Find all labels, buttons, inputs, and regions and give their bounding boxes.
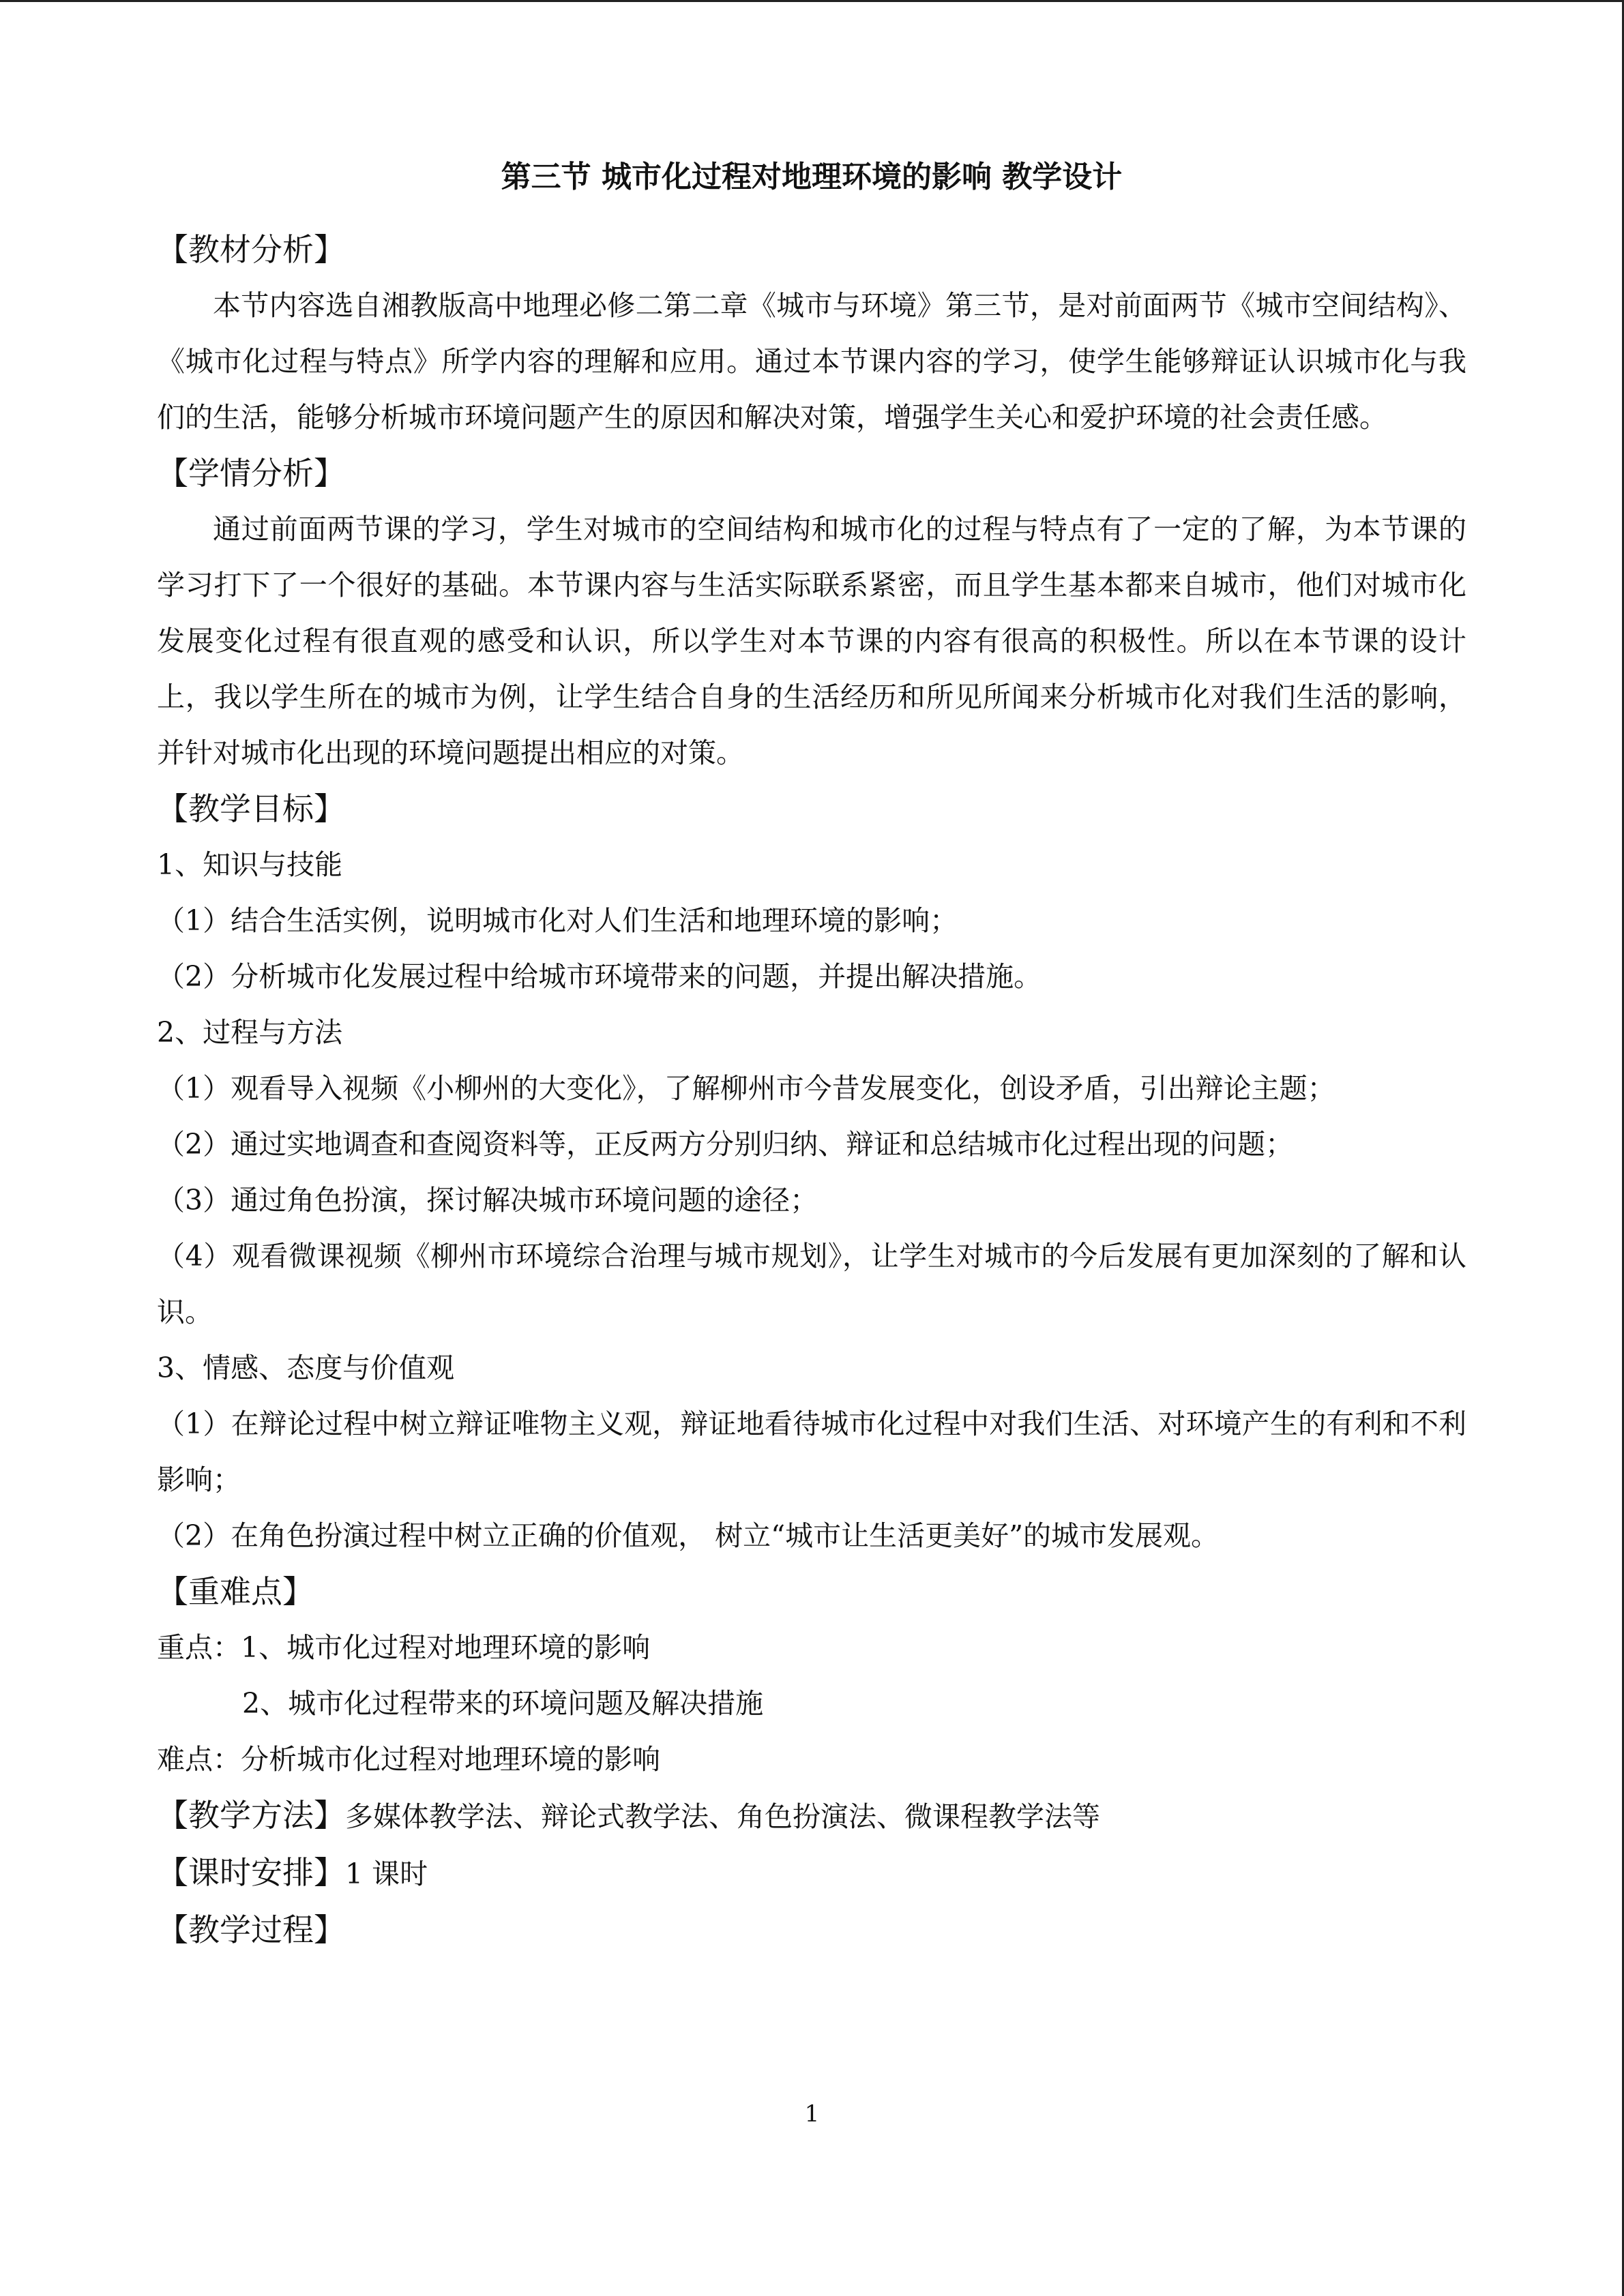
section-teaching-method [157, 1787, 1466, 1845]
section-heading: 【教学目标】 [157, 790, 345, 827]
list-item: （2）在角色扮演过程中树立正确的价值观， 树立“城市让生活更美好”的城市发展观。 [157, 1519, 1220, 1552]
section-heading: 【教学方法】 [157, 1797, 345, 1834]
list-item: （1）在辩论过程中树立辩证唯物主义观，辩证地看待城市化过程中对我们生活、对环境产生的有利和不利影响； [157, 1407, 1466, 1496]
list-item: （2）分析城市化发展过程中给城市环境带来的问题，并提出解决措施。 [157, 960, 1042, 993]
section-key-points [157, 1564, 1466, 1787]
list-item: （3）通过角色扮演，探讨解决城市环境问题的途径； [157, 1184, 818, 1217]
document-body [157, 153, 1466, 1958]
section-student-analysis [157, 445, 1466, 781]
list-item: （4）观看微课视频《柳州市环境综合治理与城市规划》，让学生对城市的今后发展有更加深刻的了解和认识。 [157, 1240, 1466, 1328]
list-item: （1）结合生活实例，说明城市化对人们生活和地理环境的影响； [157, 904, 958, 937]
subsection-title: 3、情感、态度与价值观 [157, 1352, 455, 1384]
section-heading: 【重难点】 [157, 1573, 314, 1610]
list-item: （2）通过实地调查和查阅资料等，正反两方分别归纳、辩证和总结城市化过程出现的问题； [157, 1128, 1294, 1161]
schedule-text: 1 课时 [345, 1858, 428, 1890]
section-heading: 【学情分析】 [157, 455, 345, 492]
page-number: 1 [804, 2100, 820, 2128]
section-teaching-goals [157, 781, 1466, 1564]
key-point: 2、城市化过程带来的环境问题及解决措施 [242, 1687, 764, 1720]
section-heading: 【教材分析】 [157, 231, 345, 268]
teaching-method-text: 多媒体教学法、辩论式教学法、角色扮演法、微课程教学法等 [345, 1800, 1100, 1833]
section-material-analysis [157, 222, 1466, 445]
subsection-title: 1、知识与技能 [157, 848, 343, 881]
difficulty-point: 难点：分析城市化过程对地理环境的影响 [157, 1743, 660, 1776]
page-border-top [0, 0, 1624, 2]
list-item: （1）观看导入视频《小柳州的大变化》，了解柳州市今昔发展变化，创设矛盾，引出辩论主题； [157, 1072, 1335, 1105]
paragraph: 通过前面两节课的学习，学生对城市的空间结构和城市化的过程与特点有了一定的了解，为本节课的学习打下了一个很好的基础。本节课内容与生活实际联系紧密，而且学生基本都来自城市，他们对城市化发展变化过程有很直观的感受和认识，所以学生对本节课的内容有很高的积极性。所以在本节课的设计上，我以学生所在的城市为例，让学生结合自身的生活经历和所见所闻来分析城市化对我们生活的影响，并针对城市化出现的环境问题提出相应的对策。 [157, 513, 1466, 769]
paragraph: 本节内容选自湘教版高中地理必修二第二章《城市与环境》第三节，是对前面两节《城市空间结构》、《城市化过程与特点》所学内容的理解和应用。通过本节课内容的学习，使学生能够辩证认识城市化与我们的生活，能够分析城市环境问题产生的原因和解决对策，增强学生关心和爱护环境的社会责任感。 [157, 289, 1466, 434]
document-title: 第三节 城市化过程对地理环境的影响 教学设计 [501, 160, 1123, 194]
subsection-title: 2、过程与方法 [157, 1016, 343, 1049]
section-heading: 【课时安排】 [157, 1854, 345, 1891]
key-point: 重点：1、城市化过程对地理环境的影响 [157, 1631, 651, 1664]
section-heading: 【教学过程】 [157, 1911, 345, 1948]
section-schedule [157, 1845, 1466, 1902]
